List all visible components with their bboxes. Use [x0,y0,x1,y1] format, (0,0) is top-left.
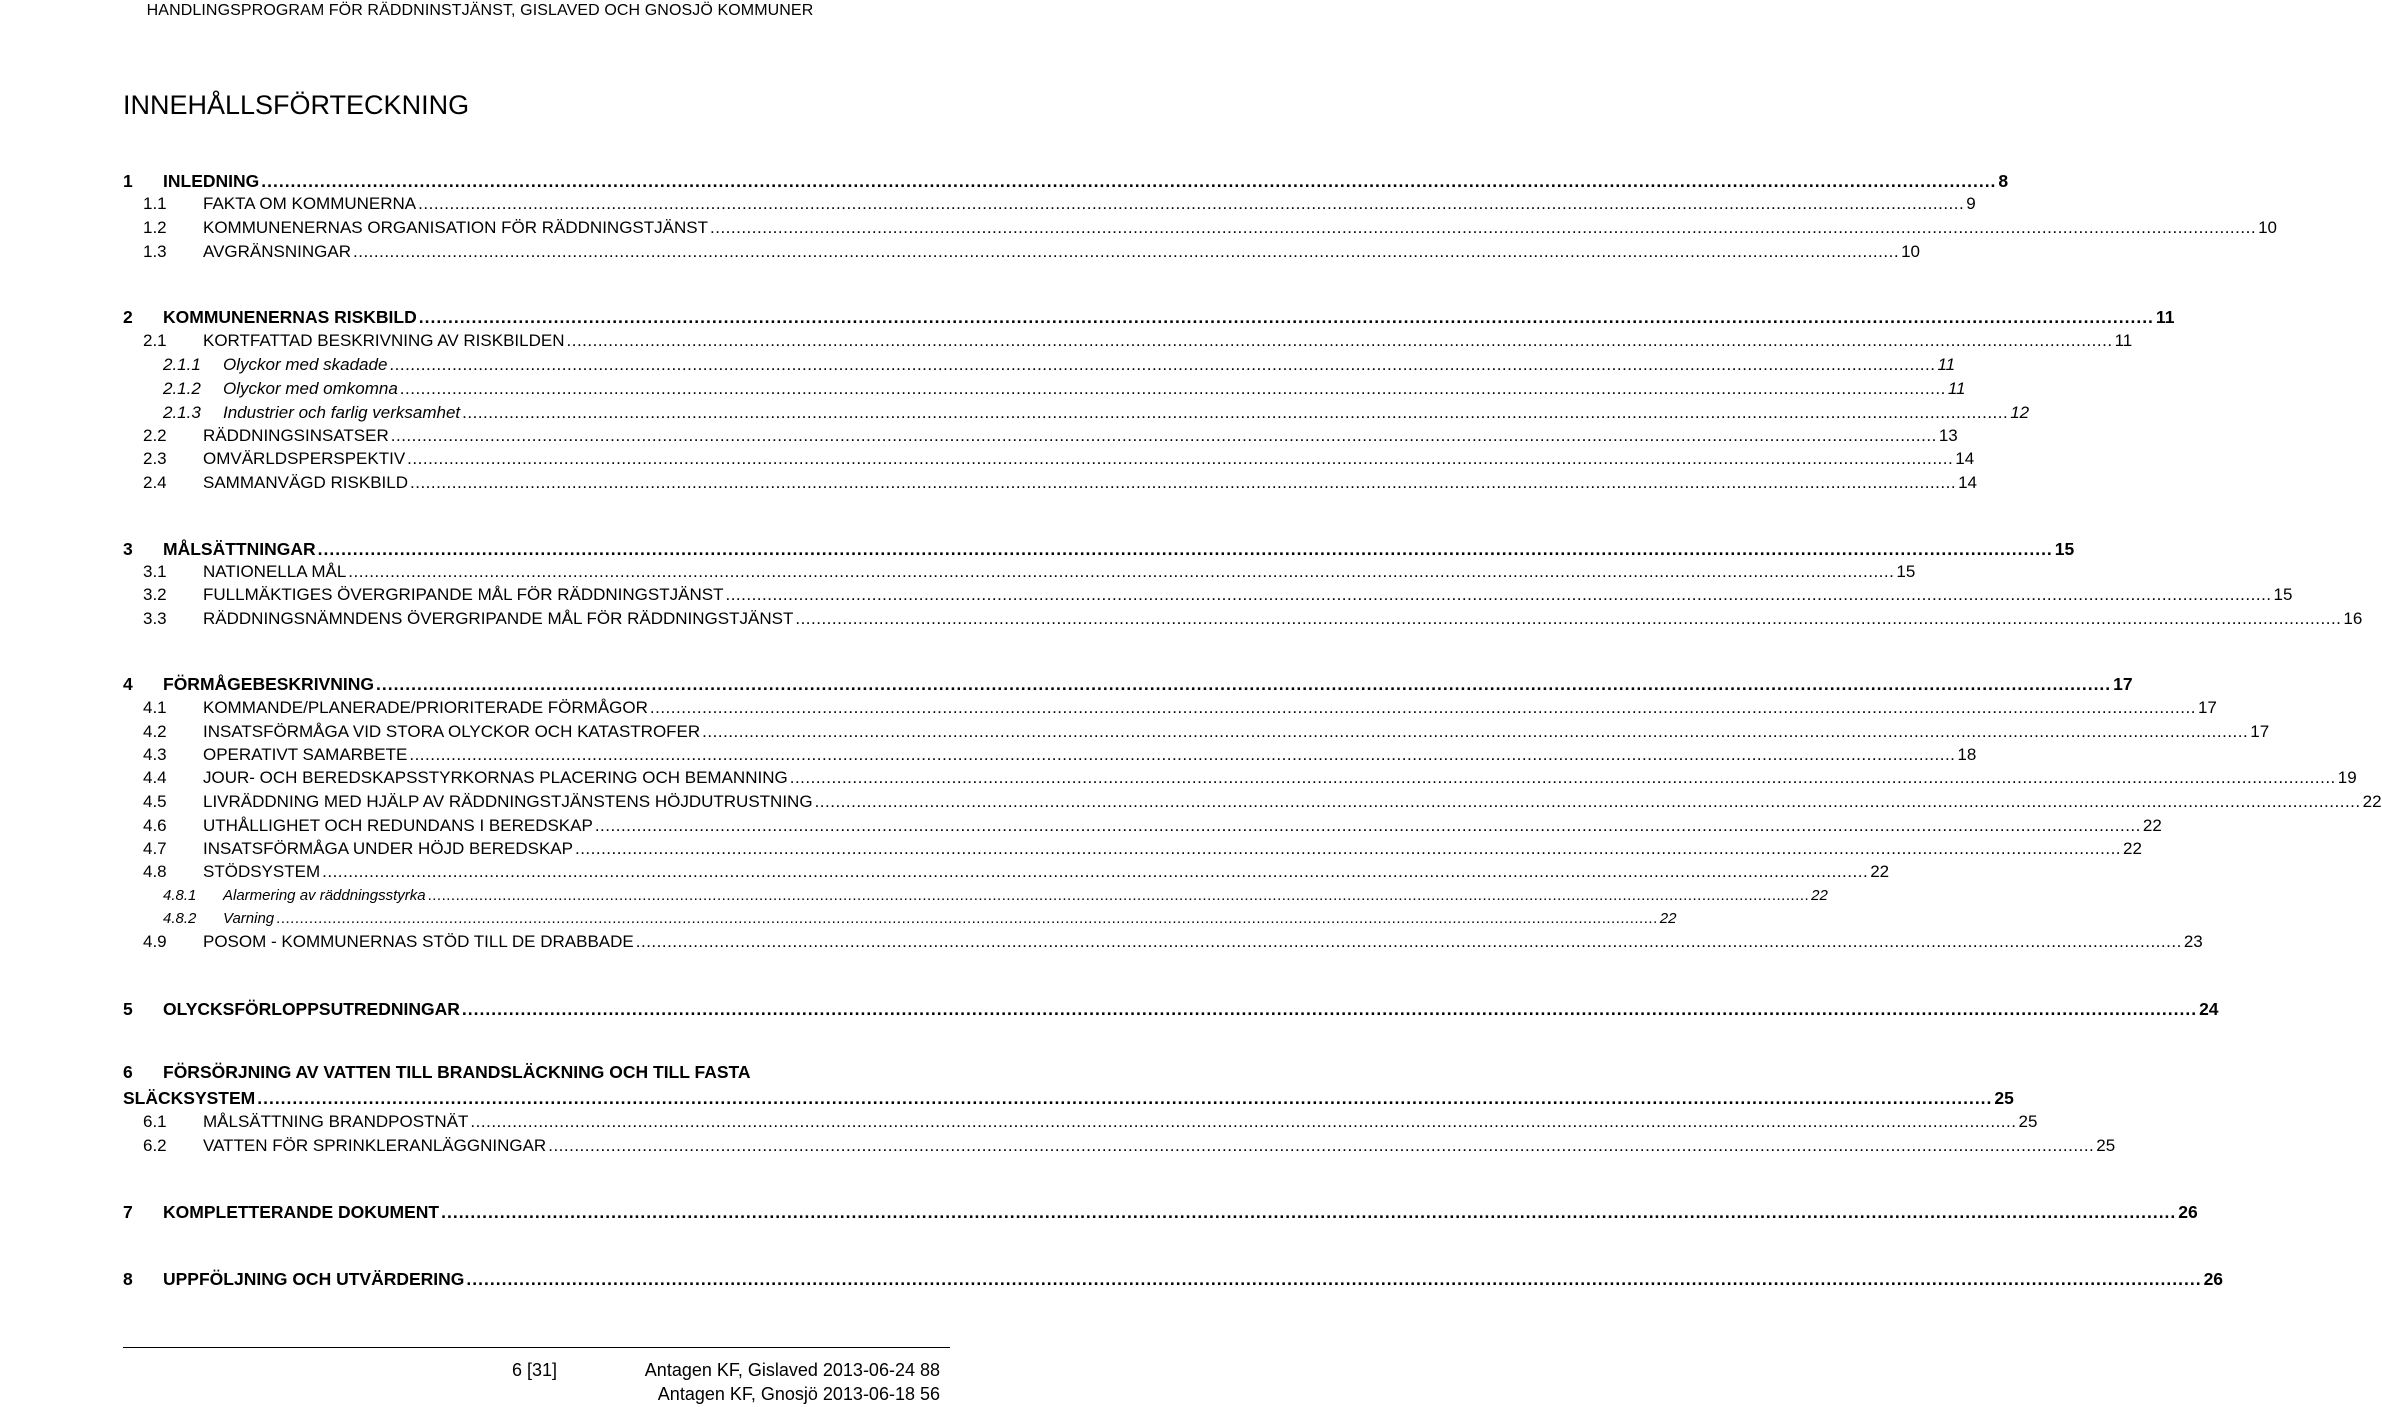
dot-leader [348,562,1894,582]
footer-divider [123,1347,950,1348]
toc-entry-6-1[interactable] [123,1108,2038,1132]
toc-entry-3-1[interactable] [123,558,1916,582]
dot-leader [548,1136,2094,1156]
toc-entry-5[interactable] [123,995,2219,1019]
toc-page: 22 [1870,862,1890,881]
toc-page: 11 [1937,355,1956,374]
toc-number: 7 [123,1202,133,1222]
toc-title: OPERATIVT SAMARBETE [203,745,408,764]
toc-entry-3-3[interactable] [123,605,2363,629]
toc-entry-1-3[interactable] [123,238,1920,262]
toc-entry-4-1[interactable] [123,694,2217,718]
dot-leader [595,816,2141,836]
toc-page: 15 [2273,585,2293,604]
toc-number: 2.2 [143,426,167,445]
toc-entry-2-2[interactable] [123,422,1958,446]
dot-leader [261,171,1996,191]
dot-leader [276,909,1658,929]
toc-title: KORTFATTAD BESKRIVNING AV RISKBILDEN [203,331,565,350]
dot-leader [410,473,1956,493]
toc-number: 2.4 [143,473,167,492]
dot-leader [650,698,2196,718]
toc-title: SAMMANVÄGD RISKBILD [203,473,408,492]
toc-title: OMVÄRLDSPERSPEKTIV [203,449,406,468]
toc-page: 26 [2178,1202,2198,1222]
toc-number: 4 [123,674,133,694]
toc-entry-1-1[interactable] [123,190,1976,214]
toc-entry-6-title-line1[interactable]: FÖRSÖRJNING AV VATTEN TILL BRANDSLÄCKNING OCH TILL FASTA [163,1062,751,1082]
toc-number: 2.3 [143,449,167,468]
toc-title: LIVRÄDDNING MED HJÄLP AV RÄDDNINGSTJÄNSTENS HÖJDUTRUSTNING [203,792,813,811]
toc-title: FAKTA OM KOMMUNERNA [203,194,417,213]
toc-title: STÖDSYSTEM [203,862,321,881]
toc-number: 4.8 [143,862,167,881]
toc-page: 26 [2203,1269,2224,1289]
toc-page: 25 [1994,1088,2014,1108]
toc-title: UPPFÖLJNING OCH UTVÄRDERING [163,1269,465,1289]
toc-page: 24 [2199,999,2219,1019]
toc-entry-6[interactable] [123,1084,2014,1108]
dot-leader [815,792,2361,812]
toc-number: 2.1.3 [163,403,201,422]
toc-entry-4-4[interactable] [123,764,2357,788]
dot-leader [567,331,2113,351]
toc-title: INSATSFÖRMÅGA UNDER HÖJD BEREDSKAP [203,839,573,858]
toc-title: RÄDDNINGSINSATSER [203,426,389,445]
adoption-gislaved: Antagen KF, Gislaved 2013-06-24 88 [644,1360,940,1380]
toc-title: Alarmering av räddningsstyrka [223,887,426,904]
toc-title: AVGRÄNSNINGAR [203,242,351,261]
dot-leader [441,1202,2176,1222]
toc-title: JOUR- OCH BEREDSKAPSSTYRKORNAS PLACERING OCH BEMANNING [203,768,788,787]
dot-leader [790,768,2336,788]
toc-page: 13 [1938,426,1958,445]
toc-entry-4-6[interactable] [123,812,2162,836]
toc-entry-4-5[interactable] [123,788,2382,812]
toc-title: NATIONELLA MÅL [203,562,347,581]
toc-number: 1.2 [143,218,167,237]
toc-title: RÄDDNINGSNÄMNDENS ÖVERGRIPANDE MÅL FÖR RÄDDNINGSTJÄNST [203,609,794,628]
toc-entry-4[interactable] [123,670,2133,694]
toc-entry-1-2[interactable] [123,214,2277,238]
adoption-gnosjo: Antagen KF, Gnosjö 2013-06-18 56 [657,1384,940,1404]
toc-entry-4-2[interactable] [123,718,2270,742]
toc-number: 4.8.2 [163,910,197,927]
toc-number: 3.1 [143,562,167,581]
toc-title: Industrier och farlig verksamhet [223,403,461,422]
toc-entry-2-1-1[interactable] [123,351,1956,375]
toc-number: 4.5 [143,792,167,811]
toc-title-line2: SLÄCKSYSTEM [123,1088,256,1108]
toc-number: 4.1 [143,698,167,717]
toc-number: 2.1.2 [163,379,201,398]
dot-leader [353,242,1899,262]
toc-entry-3-2[interactable] [123,581,2293,605]
dot-leader [575,839,2121,859]
toc-number: 1 [123,171,133,191]
toc-title: FULLMÄKTIGES ÖVERGRIPANDE MÅL FÖR RÄDDNINGSTJÄNST [203,585,724,604]
toc-entry-2[interactable] [123,303,2175,327]
dot-leader [702,722,2248,742]
toc-number: 3 [123,539,133,559]
dot-leader [409,745,1955,765]
toc-title: UTHÅLLIGHET OCH REDUNDANS I BEREDSKAP [203,816,593,835]
dot-leader [795,609,2341,629]
toc-number: 1.1 [143,194,167,213]
toc-entry-2-1-2[interactable] [123,375,1966,399]
toc-entry-7[interactable] [123,1198,2198,1222]
toc-title: KOMMUNENERNAS RISKBILD [163,307,417,327]
toc-number: 2.1 [143,331,167,350]
dot-leader [257,1088,1992,1108]
toc-page: 22 [1659,910,1677,927]
toc-number: 3.3 [143,609,167,628]
toc-page: 16 [2343,609,2363,628]
dot-leader [428,886,1810,906]
toc-title: INSATSFÖRMÅGA VID STORA OLYCKOR OCH KATASTROFER [203,722,701,741]
dot-leader [418,194,1964,214]
toc-number: 3.2 [143,585,167,604]
toc-number: 4.3 [143,745,167,764]
dot-leader [462,403,2008,423]
toc-number: 1.3 [143,242,167,261]
toc-number: 2.1.1 [163,355,201,374]
toc-number: 6.2 [143,1136,167,1155]
toc-number: 4.7 [143,839,167,858]
toc-page: 11 [2155,307,2175,327]
toc-entry-6-2[interactable] [123,1132,2116,1156]
toc-page: 10 [1901,242,1920,261]
dot-leader [710,218,2256,238]
toc-title: KOMPLETTERANDE DOKUMENT [163,1202,440,1222]
page-number: 6 [31] [512,1360,558,1380]
running-header: HANDLINGSPROGRAM FÖR RÄDDNINSTJÄNST, GISLAVED OCH GNOSJÖ KOMMUNER [146,2,814,19]
toc-title: OLYCKSFÖRLOPPSUTREDNINGAR [163,999,460,1019]
toc-page: 14 [1958,473,1977,492]
toc-page: 22 [2123,839,2142,858]
dot-leader [318,539,2053,559]
toc-title: Varning [223,910,275,927]
dot-leader [400,379,1946,399]
toc-entry-3[interactable] [123,535,2075,559]
toc-number: 2 [123,307,133,327]
toc-page: 11 [1947,379,1966,398]
toc-page: 17 [2113,674,2133,694]
toc-entry-4-8-1[interactable] [123,882,1828,906]
dot-leader [322,862,1868,882]
toc-entry-2-4[interactable] [123,469,1977,493]
toc-title: VATTEN FÖR SPRINKLERANLÄGGNINGAR [203,1136,547,1155]
dot-leader [462,999,2197,1019]
dot-leader [407,449,1953,469]
toc-entry-1[interactable] [123,167,2009,191]
toc-entry-6-number: 6 [123,1062,133,1082]
dot-leader [376,674,2111,694]
toc-number: 4.8.1 [163,887,197,904]
toc-entry-4-8[interactable] [123,858,1890,882]
toc-title: MÅLSÄTTNINGAR [163,539,316,559]
toc-page: 17 [2250,722,2270,741]
toc-entry-8[interactable] [123,1265,2224,1289]
toc-page: 9 [1966,194,1976,213]
toc-entry-4-9[interactable] [123,928,2203,952]
toc-page: 15 [1896,562,1916,581]
toc-page: 14 [1955,449,1975,468]
toc-title: Olyckor med skadade [223,355,388,374]
toc-page: 10 [2258,218,2277,237]
toc-entry-2-3[interactable] [123,445,1975,469]
toc-page: 25 [2018,1112,2038,1131]
toc-page: 23 [2183,932,2203,951]
toc-number: 8 [123,1269,133,1289]
toc-number: 4.6 [143,816,167,835]
toc-entry-4-8-2[interactable] [123,905,1677,929]
toc-page: 18 [1957,745,1977,764]
toc-entry-2-1[interactable] [123,327,2133,351]
toc-page: 22 [2142,816,2162,835]
toc-title: KOMMANDE/PLANERADE/PRIORITERADE FÖRMÅGOR [203,698,648,717]
toc-number: 6.1 [143,1112,167,1131]
toc-page: 15 [2054,539,2075,559]
toc-page: 22 [2362,792,2382,811]
toc-page: 12 [2010,403,2030,422]
toc-page: 11 [2114,331,2133,350]
dot-leader [470,1112,2016,1132]
dot-leader [725,585,2271,605]
toc-page: 19 [2337,768,2357,787]
toc-number: 5 [123,999,133,1019]
toc-title: MÅLSÄTTNING BRANDPOSTNÄT [203,1112,469,1131]
toc-number: 4.4 [143,768,167,787]
toc-title: FÖRMÅGEBESKRIVNING [163,674,374,694]
toc-entry-4-7[interactable] [123,835,2142,859]
toc-entry-4-3[interactable] [123,741,1977,765]
dot-leader [636,932,2182,952]
toc-title: Olyckor med omkomna [223,379,398,398]
toc-title: INLEDNING [163,171,260,191]
dot-leader [391,426,1937,446]
toc-page: 8 [1998,171,2009,191]
page-title: INNEHÅLLSFÖRTECKNING [123,90,470,120]
toc-page: 17 [2197,698,2217,717]
toc-page: 22 [1811,887,1828,904]
toc-entry-2-1-3[interactable] [123,399,2030,423]
dot-leader [466,1269,2201,1289]
toc-title: KOMMUNENERNAS ORGANISATION FÖR RÄDDNINGSTJÄNST [203,218,708,237]
dot-leader [419,307,2154,327]
toc-number: 4.2 [143,722,167,741]
toc-title: POSOM - KOMMUNERNAS STÖD TILL DE DRABBADE [203,932,634,951]
dot-leader [389,355,1935,375]
toc-number: 4.9 [143,932,167,951]
toc-page: 25 [2096,1136,2116,1155]
